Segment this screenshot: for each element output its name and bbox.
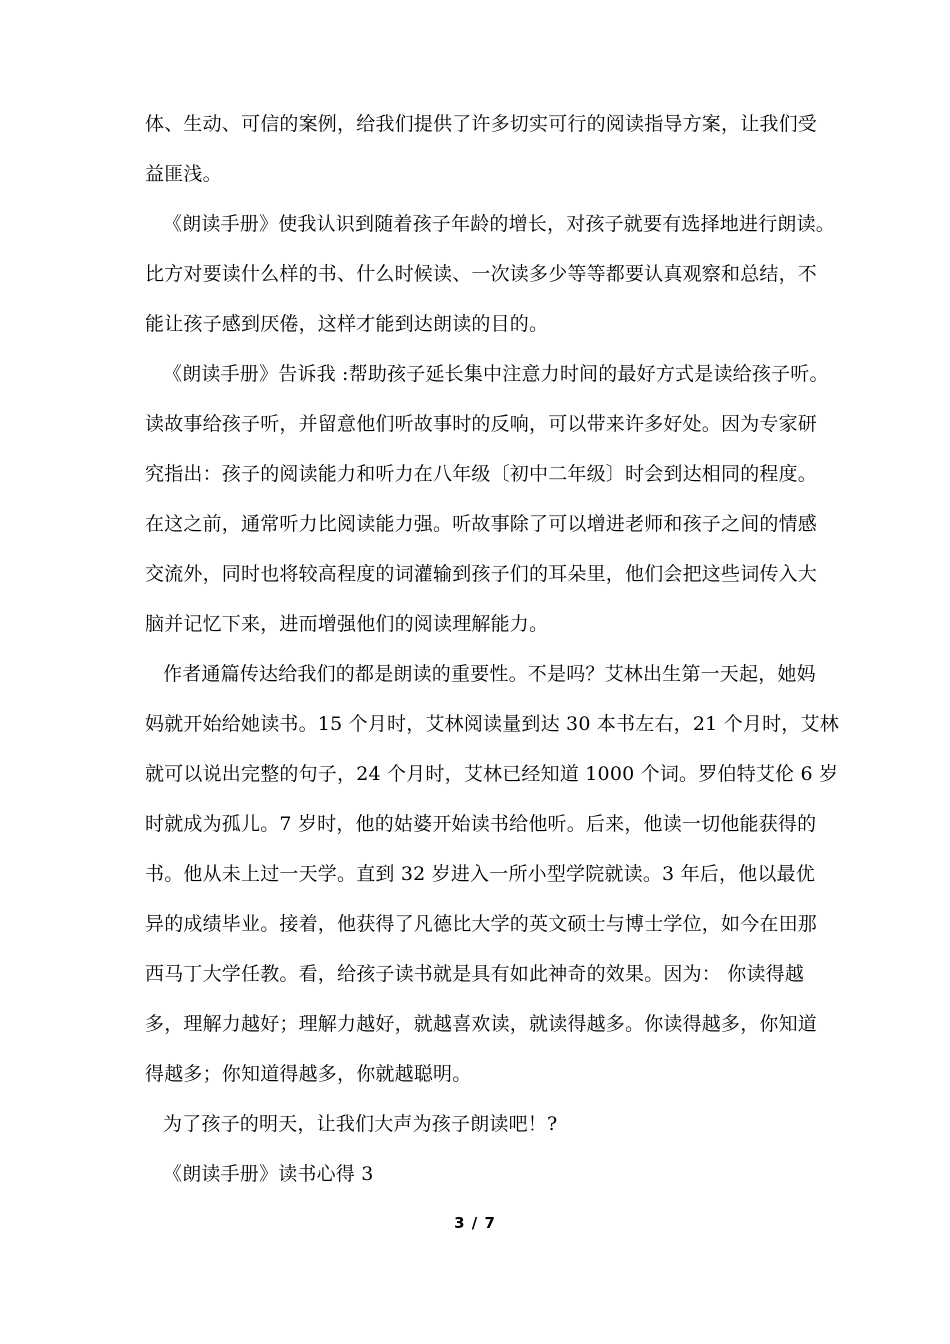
body-text-line: 《朗读手册》使我认识到随着孩子年龄的增长，对孩子就要有选择地进行朗读。 — [163, 213, 836, 235]
body-text-line: 得越多；你知道得越多，你就越聪明。 — [145, 1063, 472, 1085]
body-text-line: 书。他从未上过一天学。直到 32 岁进入一所小型学院就读。3 年后，他以最优 — [145, 863, 815, 885]
body-text-line: 在这之前，通常听力比阅读能力强。听故事除了可以增进老师和孩子之间的情感 — [145, 513, 818, 535]
body-text-line: 时就成为孤儿。7 岁时，他的姑婆开始读书给他听。后来，他读一切他能获得的 — [145, 813, 817, 835]
body-text-line: 妈就开始给她读书。15 个月时，艾林阅读量到达 30 本书左右，21 个月时，艾林 — [145, 713, 839, 735]
body-text-line: 多，理解力越好；理解力越好，就越喜欢读，就读得越多。你读得越多，你知道 — [145, 1013, 818, 1035]
body-text-line: 西马丁大学任教。看，给孩子读书就是具有如此神奇的效果。因为： 你读得越 — [145, 963, 805, 985]
body-text-line: 究指出：孩子的阅读能力和听力在八年级〔初中二年级〕时会到达相同的程度。 — [145, 463, 818, 485]
body-text-line: 体、生动、可信的案例，给我们提供了许多切实可行的阅读指导方案，让我们受 — [145, 113, 818, 135]
body-text-line: 益匪浅。 — [145, 163, 222, 185]
body-text-line: 交流外，同时也将较高程度的词灌输到孩子们的耳朵里，他们会把这些词传入大 — [145, 563, 818, 585]
body-text-line: 异的成绩毕业。接着，他获得了凡德比大学的英文硕士与博士学位，如今在田那 — [145, 913, 818, 935]
body-text-line: 比方对要读什么样的书、什么时候读、一次读多少等等都要认真观察和总结，不 — [145, 263, 818, 285]
section-heading: 《朗读手册》读书心得 3 — [163, 1163, 374, 1185]
body-text-line: 为了孩子的明天，让我们大声为孩子朗读吧！? — [163, 1113, 558, 1135]
body-text-line: 能让孩子感到厌倦，这样才能到达朗读的目的。 — [145, 313, 549, 335]
body-text-line: 《朗读手册》告诉我 :帮助孩子延长集中注意力时间的最好方式是读给孩子听。 — [163, 363, 829, 385]
body-text-line: 读故事给孩子听，并留意他们听故事时的反响，可以带来许多好处。因为专家研 — [145, 413, 818, 435]
body-text-line: 脑并记忆下来，进而增强他们的阅读理解能力。 — [145, 613, 549, 635]
body-text-line: 作者通篇传达给我们的都是朗读的重要性。不是吗？艾林出生第一天起，她妈 — [163, 663, 816, 685]
page-number: 3 / 7 — [454, 1214, 496, 1232]
body-text-line: 就可以说出完整的句子，24 个月时，艾林已经知道 1000 个词。罗伯特艾伦 6 岁 — [145, 763, 839, 785]
